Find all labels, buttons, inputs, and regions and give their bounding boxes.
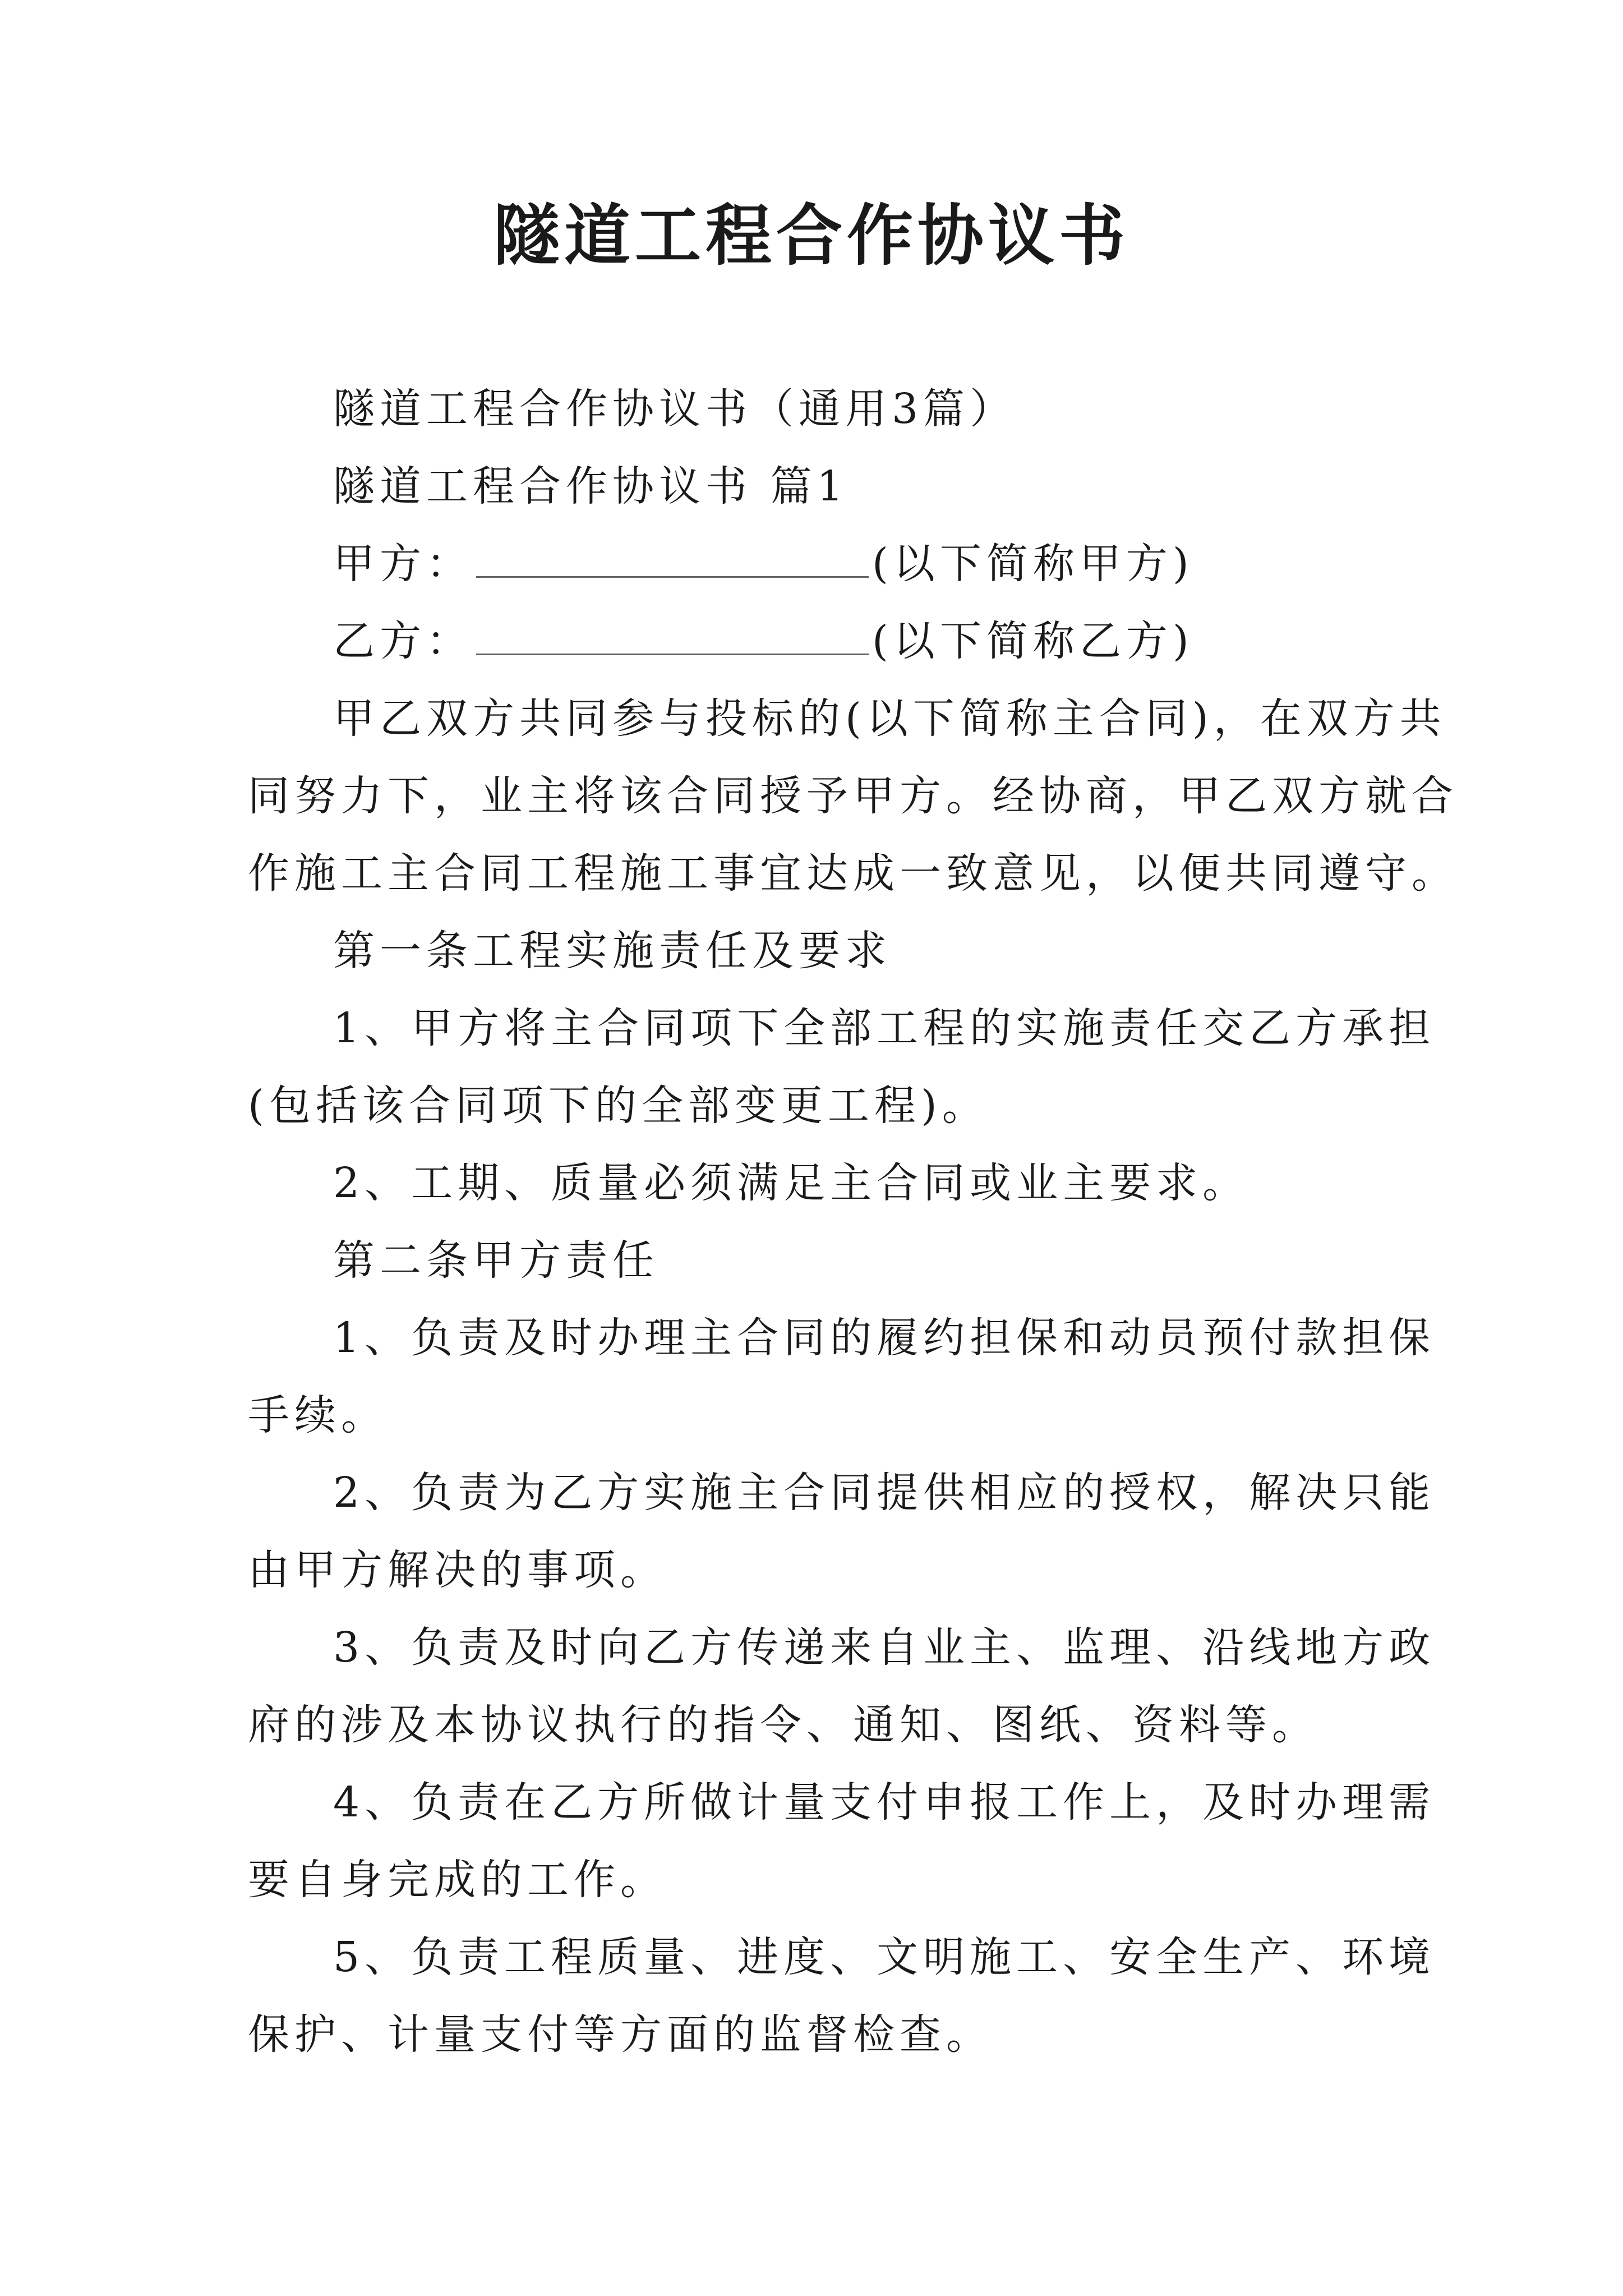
- party-b-label: 乙方：: [333, 617, 473, 665]
- article2-item3-line: 3、负责及时向乙方传递来自业主、监理、沿线地方政: [333, 1623, 1436, 1672]
- article1-item1-line: 1、甲方将主合同项下全部工程的实施责任交乙方承担: [333, 1004, 1436, 1052]
- article2-item3-line: 府的涉及本协议执行的指令、通知、图纸、资料等。: [248, 1701, 1318, 1749]
- article1-heading: 第一条工程实施责任及要求: [333, 927, 892, 975]
- party-b-blank: [476, 614, 869, 655]
- article2-item5-line: 保护、计量支付等方面的监督检查。: [248, 2010, 993, 2059]
- party-b-suffix: (以下简称乙方): [872, 617, 1194, 665]
- intro-line: 同努力下，业主将该合同授予甲方。经协商，甲乙双方就合: [248, 772, 1458, 820]
- party-a-suffix: (以下简称甲方): [872, 540, 1194, 588]
- article2-item2-line: 由甲方解决的事项。: [248, 1546, 667, 1594]
- article2-item1-line: 手续。: [248, 1391, 388, 1439]
- article2-heading: 第二条甲方责任: [333, 1236, 659, 1285]
- article1-item1-line: (包括该合同项下的全部变更工程)。: [248, 1082, 989, 1130]
- article2-item2-line: 2、负责为乙方实施主合同提供相应的授权，解决只能: [333, 1469, 1436, 1517]
- party-b-line: [248, 602, 1392, 680]
- article2-item5-line: 5、负责工程质量、进度、文明施工、安全生产、环境: [333, 1933, 1436, 1981]
- article2-item4-line: 要自身完成的工作。: [248, 1856, 667, 1904]
- intro-line: 甲乙双方共同参与投标的(以下简称主合同)，在双方共: [333, 694, 1446, 743]
- document-body: [248, 370, 1458, 2073]
- article1-item2: 2、工期、质量必须满足主合同或业主要求。: [333, 1159, 1249, 1207]
- party-a-blank: [476, 537, 869, 578]
- intro-line: 作施工主合同工程施工事宜达成一致意见，以便共同遵守。: [248, 849, 1458, 898]
- party-a-line: [248, 525, 1392, 602]
- article2-item4-line: 4、负责在乙方所做计量支付申报工作上，及时办理需: [333, 1778, 1436, 1826]
- party-a-label: 甲方：: [333, 540, 473, 588]
- article2-item1-line: 1、负责及时办理主合同的履约担保和动员预付款担保: [333, 1314, 1436, 1362]
- section-heading: 隧道工程合作协议书 篇1: [333, 462, 849, 510]
- subtitle: 隧道工程合作协议书（通用3篇）: [333, 385, 1017, 433]
- document-title: 隧道工程合作协议书: [493, 196, 1129, 274]
